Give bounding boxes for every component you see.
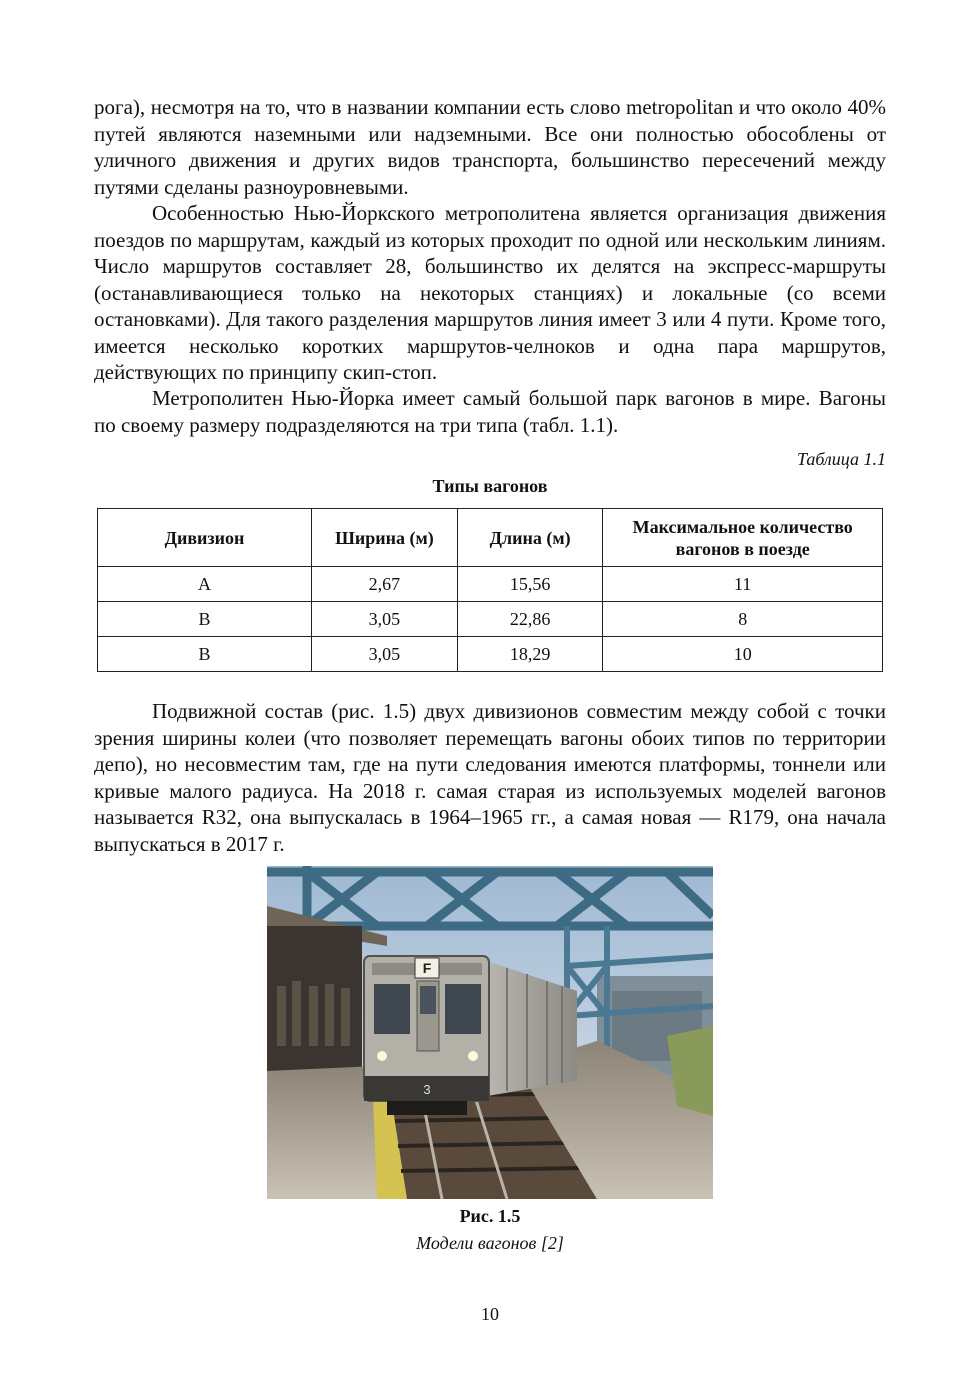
cell-length: 18,29 xyxy=(457,637,603,672)
header-division: Дивизион xyxy=(98,509,312,567)
cell-length: 15,56 xyxy=(457,567,603,602)
cell-width: 3,05 xyxy=(311,602,457,637)
paragraph-3: Метрополитен Нью-Йорка имеет самый большой парк вагонов в мире. Вагоны по своему размеру подразделяются на три типа (табл. 1.1). xyxy=(94,386,886,437)
train-sign: F xyxy=(422,960,432,976)
header-width: Ширина (м) xyxy=(311,509,457,567)
cell-width: 2,67 xyxy=(311,567,457,602)
table-row xyxy=(98,602,883,637)
table-row xyxy=(98,637,883,672)
paragraph-4: Подвижной состав (рис. 1.5) двух дивизионов совместим между собой с точки зрения ширины колеи (что позволяет перемещать вагоны обоих типов по территории депо), но несовместим там, где на пути следования имеются платформы, тоннели или кривые малого радиуса. На 2018 г. самая старая из используемых моделей вагонов называется R32, она выпускалась в 1964–1965 гг., а самая новая — R179, она начала выпускаться в 2017 г. xyxy=(94,699,886,856)
table-header-row xyxy=(98,509,883,567)
car-types-table xyxy=(97,508,883,672)
cell-division: A xyxy=(98,567,312,602)
cell-max-cars: 8 xyxy=(603,602,883,637)
paragraph-2: Особенностью Нью-Йоркского метрополитена является организация движения поездов по маршрутам, каждый из которых проходит по одной или нескольким линиям. Число маршрутов составляет 28, большинство их делятся на экспресс-маршруты (останавливающиеся только на некоторых станциях) и локальные (со всеми остановками). Для такого разделения маршрутов линия имеет 3 или 4 пути. Кроме того, имеется несколько коротких маршрутов-челноков и одна пара маршрутов, действующих по принципу скип-стоп. xyxy=(94,201,886,384)
paragraph-1: рога), несмотря на то, что в названии компании есть слово metropolitan и что около 40% путей являются наземными или надземными. Все они полностью обособлены от уличного движения и других видов транспорта, большинство пересечений между путями сделаны разноуровневыми. xyxy=(94,95,886,199)
cell-length: 22,86 xyxy=(457,602,603,637)
table-label: Таблица 1.1 xyxy=(796,449,886,469)
figure-subcaption: Модели вагонов [2] xyxy=(416,1233,564,1253)
header-max-cars: Максимальное количество вагонов в поезде xyxy=(603,509,883,567)
cell-width: 3,05 xyxy=(311,637,457,672)
car-number: 3 xyxy=(423,1082,431,1097)
figure-caption: Рис. 1.5 xyxy=(459,1206,521,1226)
cell-division: B xyxy=(98,602,312,637)
page-number: 10 xyxy=(481,1304,499,1324)
cell-division: B xyxy=(98,637,312,672)
table-title: Типы вагонов xyxy=(432,476,548,496)
cell-max-cars: 11 xyxy=(603,567,883,602)
table-row xyxy=(98,567,883,602)
cell-max-cars: 10 xyxy=(603,637,883,672)
subway-train-photo xyxy=(267,866,713,1199)
header-length: Длина (м) xyxy=(457,509,603,567)
